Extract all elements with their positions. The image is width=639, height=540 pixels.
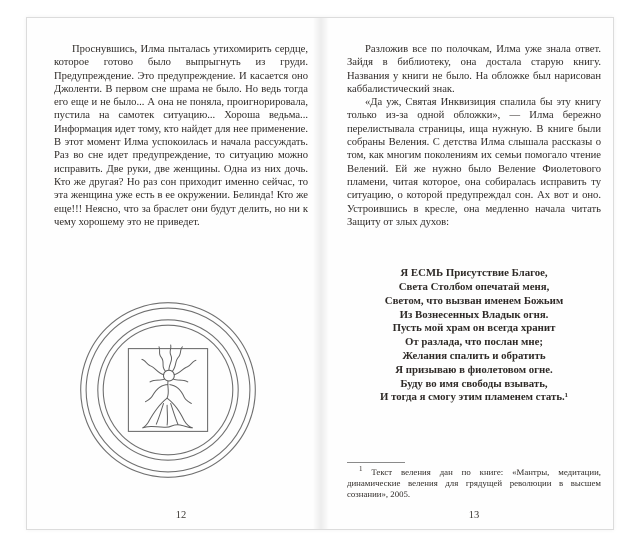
book-spread bbox=[26, 17, 614, 530]
verse-line: И тогда я смогу этим пламенем стать.¹ bbox=[380, 391, 568, 404]
verse-line: Желания спалить и обратить bbox=[402, 349, 546, 362]
footnote bbox=[347, 462, 601, 499]
right-page-paragraph-2: «Да уж, Святая Инквизиция спалила бы эту книгу только из-за одной обложки», — Илма бережно перелистывала страницы, ища нужную. В книге были собраны Веления. С детства Илма слышала рассказы о том, как многим поколениям их семьи помогало чтение Велений. Ей же нужно было Веление Фиолетового пламени, читая которое, она собиралась исправить ту ситуацию, о которой предупреждал сон. Ах вот и оно. Устроившись в кресле, она медленно начала читать Защиту от злых духов: bbox=[347, 97, 601, 228]
verse-line: От разлада, что послан мне; bbox=[405, 336, 543, 349]
verse-line: Буду во имя свободы взывать, bbox=[400, 377, 548, 390]
footnote-separator-rule bbox=[347, 462, 405, 463]
verse-line: Светом, что вызван именем Божьим bbox=[384, 294, 564, 307]
circular-seal-illustration bbox=[78, 299, 258, 481]
footnote-marker: 1 bbox=[359, 465, 363, 474]
seal-emblem-icon bbox=[78, 299, 258, 481]
page-number-left: 12 bbox=[175, 510, 187, 521]
verse-line: Я призываю в фиолетовом огне. bbox=[395, 363, 553, 376]
left-page-paragraph: Проснувшись, Илма пыталась утихомирить сердце, которое готово было выпрыгнуть из груди. Предупреждение. Это предупреждение. И касается оно Джоленти. В первом сне шрама не было. Но ведь тогда его еще и не было... А она не поняла, проигнорировала, пустила на самотек ситуацию... Хороша ведьма... Информация идет тому, кто найдет для нее применение. В этот момент Илма успокоилась и начала рассуждать. Раз во сне идет предупреждение, то ситуацию можно исправить. Две руки, две женщины. Одна из них дочь. Кто же другая? Но раз сон приходит именно сейчас, то эта женщина уже есть в ее окружении. Белинда! Кто же еще!!! Неясно, что за браслет они будут делить, но ни к чему хорошему это не приведет. bbox=[54, 44, 308, 228]
verse-line: Пусть мой храм он всегда хранит bbox=[392, 322, 556, 335]
left-page-text-column bbox=[54, 43, 308, 229]
dancing-figure-icon bbox=[142, 345, 196, 428]
footnote-text: $^1$ Текст веления дан по книге: «Мантры, медитации, динамические веления для грядущей революции в высшем сознании», 2005. bbox=[347, 465, 601, 499]
right-page-paragraph-1: Разложив все по полочкам, Илма уже знала ответ. Зайдя в библиотеку, она достала старую книгу. Названия у книги не было. На обложке был нарисован каббалистический знак. bbox=[347, 44, 601, 95]
decree-verse bbox=[347, 267, 601, 405]
right-page bbox=[320, 18, 613, 529]
left-page bbox=[27, 18, 320, 529]
verse-line: Света Столбом опечатай меня, bbox=[398, 280, 550, 293]
right-page-text-column bbox=[347, 43, 601, 405]
page-number-right: 13 bbox=[468, 510, 480, 521]
verse-line: Из Вознесенных Владык огня. bbox=[399, 308, 549, 321]
verse-line: Я ЕСМЬ Присутствие Благое, bbox=[400, 267, 548, 280]
page-gutter-shadow bbox=[313, 18, 329, 529]
